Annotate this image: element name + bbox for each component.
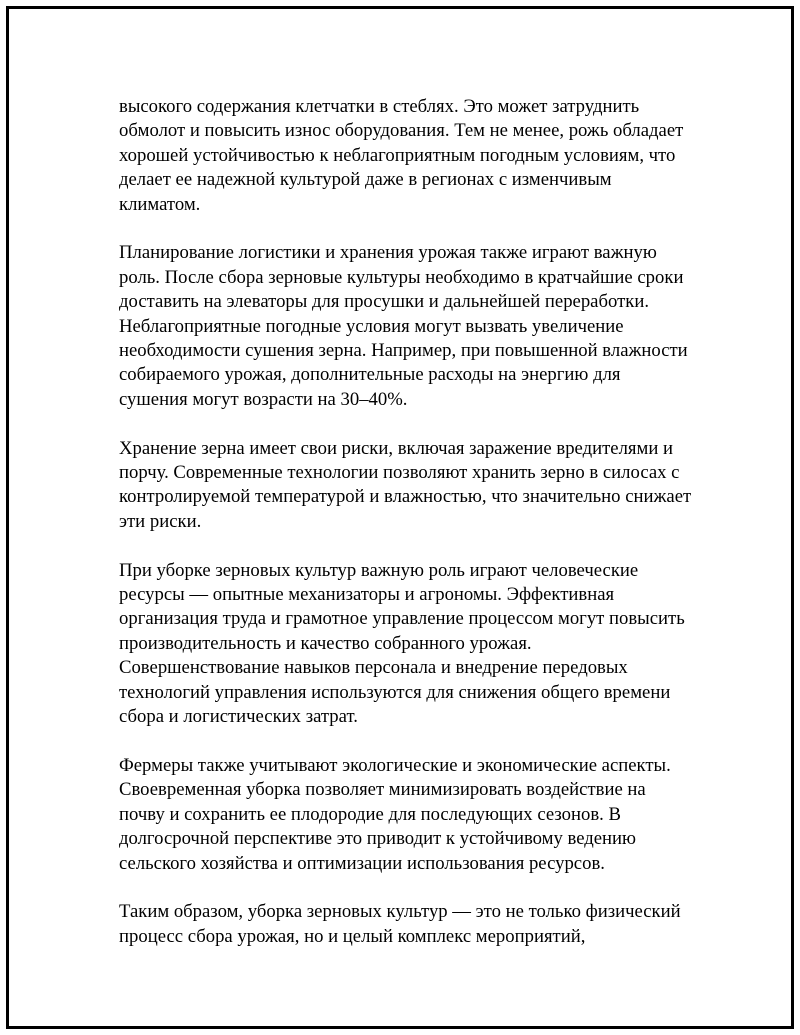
page-content xyxy=(119,95,719,974)
page-frame xyxy=(6,6,794,1029)
paragraph xyxy=(119,437,719,535)
paragraph xyxy=(119,95,719,217)
text-line: высокого содержания клетчатки в стеблях. Это может затруднить xyxy=(119,96,640,117)
text-line: производительность и качество собранного урожая. xyxy=(119,632,532,654)
paragraph xyxy=(119,900,719,949)
text-line: При уборке зерновых культур важную роль играют человеческие xyxy=(119,559,639,581)
paragraph xyxy=(119,754,719,876)
text-line: роль. После сбора зерновые культуры необходимо в кратчайшие сроки xyxy=(119,266,684,288)
text-line: ресурсы — опытные механизаторы и агрономы. Эффективная xyxy=(119,584,615,606)
text-line: делает ее надежной культурой даже в регионах с изменчивым xyxy=(119,169,612,191)
paragraph xyxy=(119,559,719,730)
text-line: контролируемой температурой и влажностью, что значительно снижает xyxy=(119,486,692,508)
text-line: сбора и логистических затрат. xyxy=(119,706,358,728)
text-line: процесс сбора урожая, но и целый комплекс мероприятий, xyxy=(119,925,586,947)
text-line: почву и сохранить ее плодородие для последующих сезонов. В xyxy=(119,803,621,825)
text-line: Фермеры также учитывают экологические и экономические аспекты. xyxy=(119,754,671,776)
text-line: порчу. Современные технологии позволяют хранить зерно в силосах с xyxy=(119,462,680,484)
text-line: Совершенствование навыков персонала и внедрение передовых xyxy=(119,657,628,679)
text-line: Хранение зерна имеет свои риски, включая заражение вредителями и xyxy=(119,437,673,459)
text-line: Планирование логистики и хранения урожая также играют важную xyxy=(119,242,657,264)
text-line: климатом. xyxy=(119,193,201,215)
text-line: необходимости сушения зерна. Например, при повышенной влажности xyxy=(119,340,688,362)
text-line: организация труда и грамотное управление процессом могут повысить xyxy=(119,608,685,630)
text-line: Своевременная уборка позволяет минимизировать воздействие на xyxy=(119,779,646,801)
text-line: долгосрочной перспективе это приводит к устойчивому ведению xyxy=(119,828,637,850)
text-line: хорошей устойчивостью к неблагоприятным погодным условиям, что xyxy=(119,144,676,166)
text-line: обмолот и повысить износ оборудования. Тем не менее, рожь обладает xyxy=(119,120,684,142)
text-line: собираемого урожая, дополнительные расходы на энергию для xyxy=(119,364,621,386)
text-line: Неблагоприятные погодные условия могут вызвать увеличение xyxy=(119,315,624,337)
text-line: доставить на элеваторы для просушки и дальнейшей переработки. xyxy=(119,291,650,313)
text-line: сушения могут возрасти на 30–40%. xyxy=(119,388,408,410)
paragraph xyxy=(119,241,719,412)
text-line: эти риски. xyxy=(119,510,202,532)
text-line: технологий управления используются для снижения общего времени xyxy=(119,681,671,703)
text-line: Таким образом, уборка зерновых культур — это не только физический xyxy=(119,901,681,923)
text-line: сельского хозяйства и оптимизации использования ресурсов. xyxy=(119,852,605,874)
